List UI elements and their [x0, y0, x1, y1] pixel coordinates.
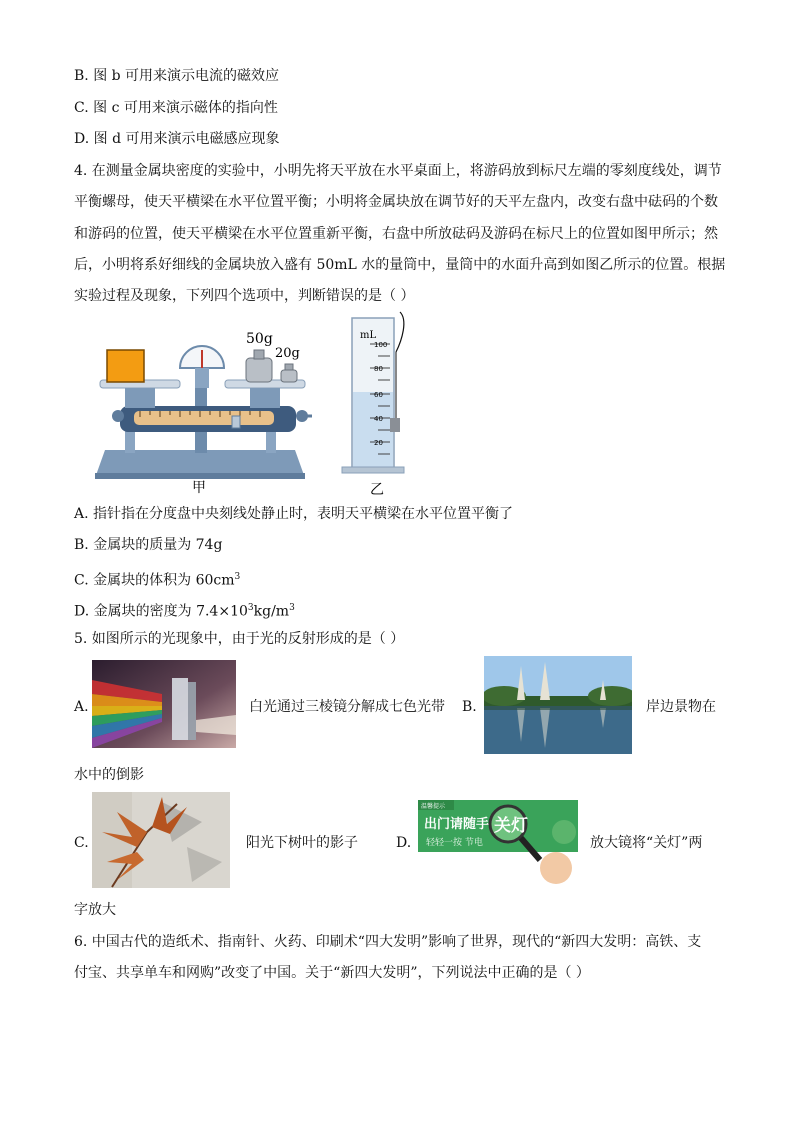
q4-stem-line-2: 平衡螺母，使天平横梁在水平位置平衡；小明将金属块放在调节好的天平左盘内，改变右盘中砝码的个数	[74, 194, 718, 210]
q4-figure	[70, 310, 420, 500]
metal-block	[107, 350, 144, 382]
sign-sub-text: 轻轻一按 节电	[426, 838, 483, 848]
figure-label-yi: 乙	[370, 482, 384, 498]
q4-option-d: D. 金属块的密度为 $7.4\times 10^3kg/m^3$	[74, 603, 295, 620]
q5-option-c-letter: C.	[74, 835, 89, 851]
q6-stem-line-1: 6. 中国古代的造纸术、指南针、火药、印刷术“四大发明”影响了世界，现代的“新四大发明：高铁、支	[74, 934, 702, 950]
q4-option-a: A. 指针指在分度盘中央刻线处静止时，表明天平横梁在水平位置平衡了	[74, 506, 514, 522]
q5-option-b-letter: B.	[462, 699, 477, 715]
cylinder-unit: mL	[360, 330, 377, 341]
magnifier-sign-photo	[418, 798, 578, 886]
q4-option-c: C. 金属块的体积为 $60cm^3$	[74, 572, 241, 589]
q5-option-c-text: 阳光下树叶的影子	[246, 835, 358, 851]
weight-20g-label: 20g	[275, 346, 300, 361]
q4-stem-line-4: 后，小明将系好细线的金属块放入盛有 50mL 水的量筒中，量筒中的水面升高到如图乙所示的位置。根据	[74, 257, 726, 273]
weight-50g-label: 50g	[246, 331, 273, 347]
sign-zoom-text: 关灯	[494, 816, 528, 836]
sign-main-text: 出门请随手	[424, 817, 490, 832]
q4-stem-line-3: 和游码的位置，使天平横梁在水平位置重新平衡，右盘中所放砝码及游码在标尺上的位置如图甲所示；然	[74, 226, 718, 242]
balance-illustration	[95, 346, 312, 479]
cylinder-tick-label: 40	[374, 415, 383, 423]
cylinder-tick-label: 60	[374, 391, 383, 399]
q5-option-d-text-cont: 字放大	[74, 902, 116, 918]
weight-20g	[281, 370, 297, 382]
cylinder-tick-label: 20	[374, 439, 383, 447]
sign-small-text: 温馨提示	[421, 803, 446, 810]
option-b-prev: B. 图 b 可用来演示电流的磁效应	[74, 68, 280, 84]
q4-option-b: B. 金属块的质量为 74g	[74, 537, 223, 553]
q5-stem: 5. 如图所示的光现象中，由于光的反射形成的是（ ）	[74, 631, 405, 647]
q5-option-d-letter: D.	[396, 835, 412, 851]
leaf-shadow-photo	[92, 792, 230, 888]
q6-stem-line-2: 付宝、共享单车和网购”改变了中国。关于“新四大发明”，下列说法中正确的是（ ）	[74, 965, 590, 981]
q4-stem-line-1: 4. 在测量金属块密度的实验中，小明先将天平放在水平桌面上，将游码放到标尺左端的零刻度线处，调节	[74, 163, 722, 179]
q5-option-b-text-cont: 水中的倒影	[74, 767, 144, 783]
cylinder-tick-label: 100	[374, 341, 388, 349]
option-c-prev: C. 图 c 可用来演示磁体的指向性	[74, 100, 278, 116]
weight-50g	[246, 358, 272, 382]
q5-option-b-text: 岸边景物在	[646, 699, 716, 715]
option-d-prev: D. 图 d 可用来演示电磁感应现象	[74, 131, 280, 147]
prism-photo	[92, 660, 236, 748]
figure-label-jia: 甲	[192, 480, 206, 496]
q5-option-a-text: 白光通过三棱镜分解成七色光带	[249, 699, 445, 715]
pagoda-reflection-photo	[484, 656, 632, 754]
q4-stem-line-5: 实验过程及现象，下列四个选项中，判断错误的是（ ）	[74, 288, 415, 304]
q5-option-d-text: 放大镜将“关灯”两	[590, 835, 703, 851]
cylinder-tick-label: 80	[374, 365, 383, 373]
q5-option-a-letter: A.	[74, 699, 89, 715]
